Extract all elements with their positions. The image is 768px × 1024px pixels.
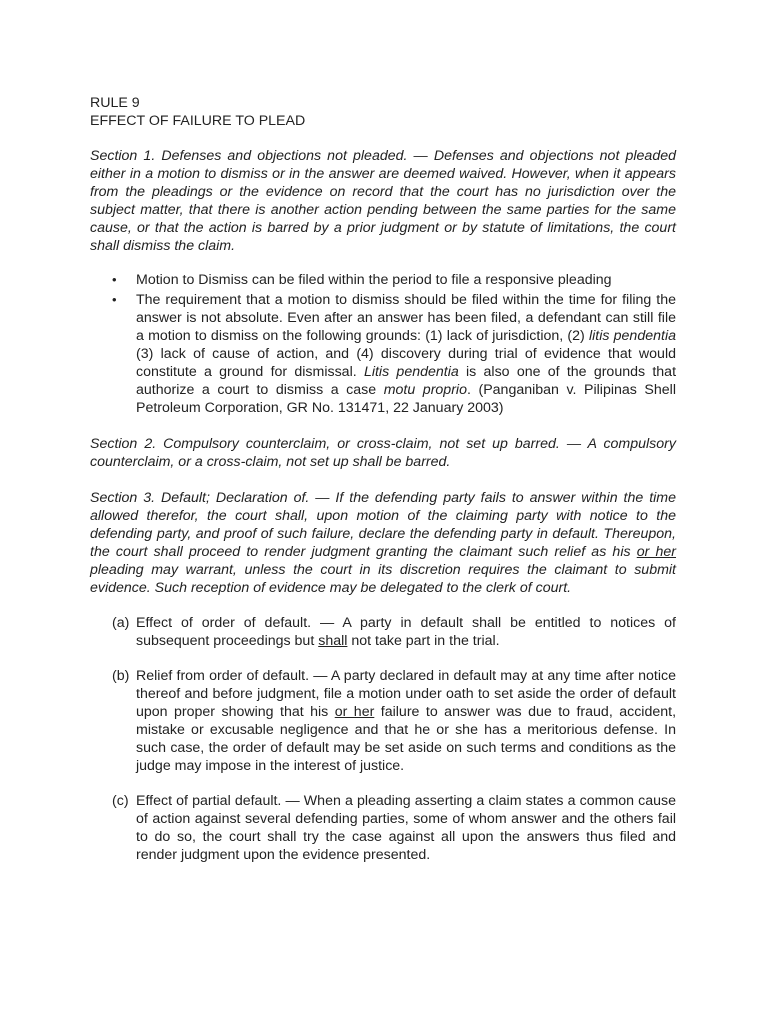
subsection-text: failure to answer was due to fraud, accident, mistake or excusable negligence and that he or she has a meritorious defense. In such case, the order of default may be set aside on such terms and conditions as the judge may impose in the interest of justice. [136, 704, 677, 774]
note-item-2 [90, 291, 676, 417]
section-3 [90, 489, 676, 597]
underlined-amendment: shall [318, 633, 348, 649]
subsection-marker: (a) [112, 615, 130, 631]
underlined-amendment: or her [334, 704, 375, 720]
notes-list [90, 271, 676, 417]
note-text-part: (3) lack of cause of action, and (4) discovery during trial of evidence that would constitute a ground for dismissal. [136, 346, 676, 380]
section-2: Section 2. Compulsory counterclaim, or cross-claim, not set up barred. — A compulsory counterclaim, or a cross-claim, not set up shall be barred. [90, 436, 676, 470]
latin-term: Litis pendentia [363, 364, 459, 380]
document-page [90, 94, 676, 864]
subsection-text: Relief from order of default. — A party declared in default may at any time after notice thereof and before judgment, file a motion under oath to set aside the order of default upon proper showing that his [136, 668, 676, 720]
rule-title: EFFECT OF FAILURE TO PLEAD [90, 113, 306, 129]
latin-term: motu proprio [383, 382, 467, 398]
subsection-text: Effect of partial default. — When a pleading asserting a claim states a common cause of action against several defending parties, some of whom answer and the others fail to do so, the court shall try the case against all upon the answers thus filed and render judgment upon the evidence presented. [136, 793, 676, 863]
note-text-part: is also one of the grounds that authorize a court to dismiss a case [136, 364, 677, 398]
section-1: Section 1. Defenses and objections not pleaded. — Defenses and objections not pleaded either in a motion to dismiss or in the answer are deemed waived. However, when it appears from the pleadings or the evidence on record that the court has no jurisdiction over the subject matter, that there is another action pending between the same parties for the same cause, or that the action is barred by a prior judgment or by statute of limitations, the court shall dismiss the claim. [90, 148, 676, 254]
subsection-marker: (c) [112, 793, 129, 809]
subsection-text: Effect of order of default. — A party in default shall be entitled to notices of subsequent proceedings but [136, 615, 676, 649]
subsection-marker: (b) [112, 668, 130, 684]
note-text: Motion to Dismiss can be filed within the period to file a responsive pleading [136, 272, 612, 288]
section-3-text: Section 3. Default; Declaration of. — If the defending party fails to answer within the time allowed therefor, the court shall, upon motion of the claiming party with notice to the defending party, and proof of such failure, declare the defending party in default. Thereupon, the court shall proceed to render judgment granting the claimant such relief as his [90, 490, 676, 560]
note-item-1 [90, 271, 676, 289]
latin-term: litis pendentia [588, 328, 676, 344]
subsection-c [90, 792, 676, 864]
bullet-icon: • [112, 272, 117, 287]
subsection-text: not take part in the trial. [347, 633, 500, 649]
note-text-part: The requirement that a motion to dismiss should be filed within the time for filing the answer is not absolute. Even after an answer has been filed, a defendant can still file a motion to dismiss on the following grounds: (1) lack of jurisdiction, (2) [136, 292, 676, 344]
rule-number: RULE 9 [90, 95, 140, 111]
underlined-amendment: or her [636, 544, 677, 560]
subsection-a [90, 614, 676, 650]
subsection-b [90, 667, 676, 775]
bullet-icon: • [112, 292, 117, 307]
note-text-part: . (Panganiban v. Pilipinas Shell Petroleum Corporation, GR No. 131471, 22 January 2003) [136, 382, 676, 416]
section-3-text: pleading may warrant, unless the court in its discretion requires the claimant to submit evidence. Such reception of evidence may be delegated to the clerk of court. [90, 562, 676, 596]
